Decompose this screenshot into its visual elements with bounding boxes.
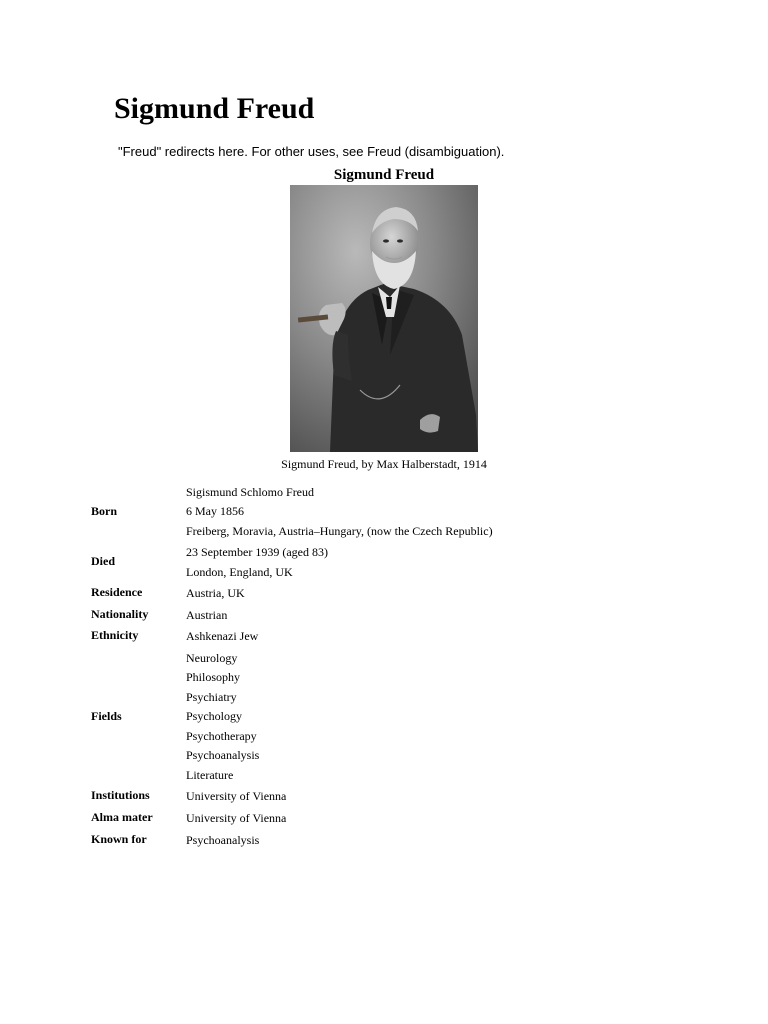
- label-alma-mater: Alma mater: [91, 810, 153, 824]
- value-born-place: Freiberg, Moravia, Austria–Hungary, (now the Czech Republic): [186, 524, 493, 538]
- value-institutions: University of Vienna: [186, 789, 287, 803]
- label-institutions: Institutions: [91, 788, 150, 802]
- label-fields: Fields: [91, 709, 122, 723]
- value-died-place: London, England, UK: [186, 565, 293, 579]
- value-ethnicity: Ashkenazi Jew: [186, 629, 259, 643]
- value-field: Neurology: [186, 651, 238, 665]
- value-field: Psychoanalysis: [186, 748, 260, 762]
- value-field: Psychiatry: [186, 690, 237, 704]
- value-known-for: Psychoanalysis: [186, 833, 260, 847]
- value-residence: Austria, UK: [186, 586, 245, 600]
- hatnote: "Freud" redirects here. For other uses, see Freud (disambiguation).: [118, 144, 505, 159]
- value-field: Philosophy: [186, 670, 241, 684]
- value-born-name: Sigismund Schlomo Freud: [186, 485, 315, 499]
- portrait-photo: [290, 185, 478, 452]
- image-caption: Sigmund Freud, by Max Halberstadt, 1914: [281, 457, 487, 471]
- label-died: Died: [91, 554, 115, 568]
- value-field: Psychology: [186, 709, 243, 723]
- label-residence: Residence: [91, 585, 143, 599]
- value-field: Psychotherapy: [186, 729, 257, 743]
- value-alma-mater: University of Vienna: [186, 811, 287, 825]
- infobox-title: Sigmund Freud: [333, 167, 435, 183]
- value-died-date: 23 September 1939 (aged 83): [186, 545, 328, 559]
- label-ethnicity: Ethnicity: [91, 628, 139, 642]
- value-field: Literature: [186, 768, 234, 782]
- page-title: Sigmund Freud: [114, 92, 315, 125]
- label-nationality: Nationality: [91, 607, 149, 621]
- value-nationality: Austrian: [186, 608, 228, 622]
- value-born-date: 6 May 1856: [186, 504, 244, 518]
- label-known-for: Known for: [91, 832, 147, 846]
- label-born: Born: [91, 504, 118, 518]
